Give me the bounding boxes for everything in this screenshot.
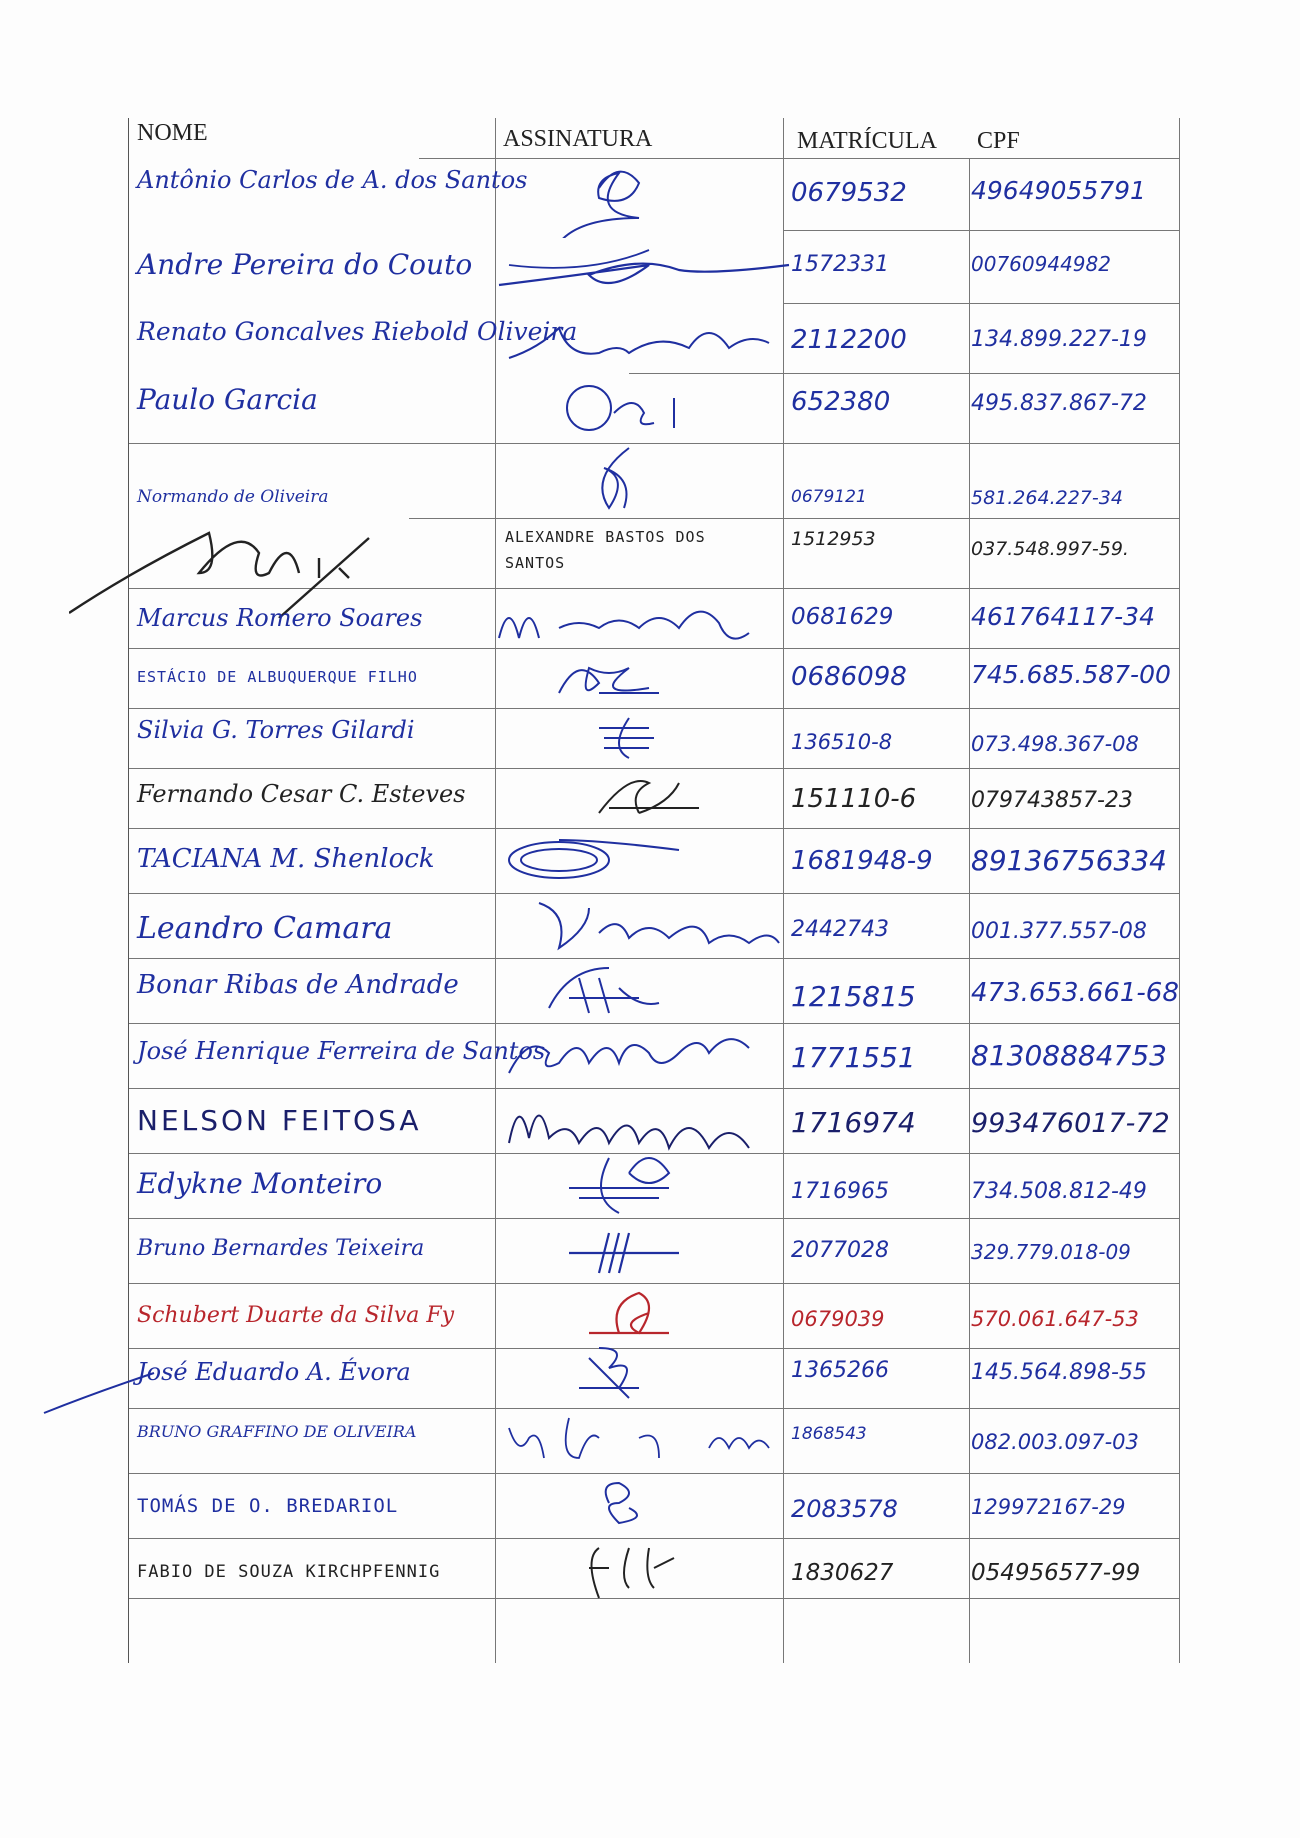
table-row xyxy=(129,1538,1181,1603)
signature-mark xyxy=(499,1023,769,1088)
cpf-cell: 037.548.997-59. xyxy=(971,538,1129,560)
nome-cell: Bonar Ribas de Andrade xyxy=(137,970,459,1000)
matricula-cell: 1215815 xyxy=(791,980,916,1013)
matricula-cell: 1716974 xyxy=(791,1106,916,1139)
cpf-cell: 054956577-99 xyxy=(971,1560,1141,1586)
cpf-cell: 129972167-29 xyxy=(971,1495,1126,1519)
nome-cell: Paulo Garcia xyxy=(137,383,318,416)
cpf-cell: 49649055791 xyxy=(971,176,1146,205)
cpf-cell: 993476017-72 xyxy=(971,1108,1170,1139)
table-row xyxy=(129,893,1181,958)
table-row xyxy=(129,828,1181,893)
signature-mark xyxy=(499,303,799,373)
cpf-cell: 81308884753 xyxy=(971,1039,1167,1072)
signature-mark xyxy=(559,1338,699,1408)
table-row xyxy=(129,648,1181,708)
nome-cell: Schubert Duarte da Silva Fy xyxy=(137,1303,455,1328)
table-row xyxy=(129,303,1181,373)
nome-cell: José Henrique Ferreira de Santos xyxy=(137,1037,546,1065)
header-matricula: MATRÍCULA xyxy=(797,128,938,154)
signature-mark xyxy=(529,443,729,518)
signature-mark xyxy=(529,648,709,708)
cpf-cell: 00760944982 xyxy=(971,252,1111,276)
table-row xyxy=(129,518,1181,588)
table-row xyxy=(129,588,1181,648)
table-row xyxy=(129,1473,1181,1538)
nome-cell: Bruno Bernardes Teixeira xyxy=(137,1236,425,1261)
header-nome: NOME xyxy=(137,120,208,146)
nome-cell: Leandro Camara xyxy=(137,911,393,946)
signature-mark xyxy=(529,893,799,958)
signature-mark xyxy=(499,1088,779,1153)
signature-mark xyxy=(499,1408,779,1473)
nome-cell: Antônio Carlos de A. dos Santos xyxy=(137,166,528,194)
cpf-cell: 745.685.587-00 xyxy=(971,660,1171,689)
matricula-cell: 1830627 xyxy=(791,1560,894,1586)
matricula-cell: 2442743 xyxy=(791,917,889,942)
matricula-cell: 151110-6 xyxy=(791,784,917,814)
matricula-cell: 1365266 xyxy=(791,1358,889,1383)
header-assinatura: ASSINATURA xyxy=(503,126,653,152)
assinatura-cell: ALEXANDRE BASTOS DOS SANTOS xyxy=(505,528,706,572)
cpf-cell: 461764117-34 xyxy=(971,602,1155,631)
matricula-cell: 1771551 xyxy=(791,1041,916,1074)
table-row xyxy=(129,230,1181,303)
nome-cell: Normando de Oliveira xyxy=(137,487,329,507)
matricula-cell: 0679532 xyxy=(791,178,907,208)
matricula-cell: 1716965 xyxy=(791,1179,889,1204)
nome-cell: José Eduardo A. Évora xyxy=(137,1358,411,1386)
table-row xyxy=(129,1218,1181,1283)
signature-mark xyxy=(549,1153,709,1218)
signature-mark xyxy=(529,373,729,443)
signature-mark xyxy=(559,1538,699,1603)
matricula-cell: 1681948-9 xyxy=(791,846,933,876)
signature-mark xyxy=(529,958,709,1023)
cpf-cell: 581.264.227-34 xyxy=(971,487,1123,509)
nome-cell: Andre Pereira do Couto xyxy=(137,248,473,281)
signature-mark xyxy=(569,708,709,768)
signature-mark xyxy=(569,768,729,828)
signature-mark xyxy=(499,828,699,893)
matricula-cell: 0681629 xyxy=(791,604,894,630)
matricula-cell: 1512953 xyxy=(791,528,876,550)
nome-cell: Fernando Cesar C. Esteves xyxy=(137,780,466,808)
cpf-cell: 134.899.227-19 xyxy=(971,327,1147,352)
nome-cell: Marcus Romero Soares xyxy=(137,604,423,632)
table-row xyxy=(129,1348,1181,1408)
matricula-cell: 2083578 xyxy=(791,1495,898,1523)
cpf-cell: 89136756334 xyxy=(971,844,1167,877)
matricula-cell: 0679121 xyxy=(791,487,867,507)
signature-mark xyxy=(549,1218,709,1283)
signature-table xyxy=(128,118,1181,1663)
cpf-cell: 073.498.367-08 xyxy=(971,732,1139,756)
cpf-cell: 495.837.867-72 xyxy=(971,391,1147,416)
matricula-cell: 2112200 xyxy=(791,325,907,355)
cpf-cell: 570.061.647-53 xyxy=(971,1307,1139,1331)
matricula-cell: 652380 xyxy=(791,387,891,417)
nome-cell: Renato Goncalves Riebold Oliveira xyxy=(137,317,578,346)
cpf-cell: 082.003.097-03 xyxy=(971,1430,1139,1454)
nome-cell: Silvia G. Torres Gilardi xyxy=(137,716,415,744)
table-row xyxy=(129,373,1181,443)
signature-mark xyxy=(529,158,709,238)
matricula-cell: 1868543 xyxy=(791,1424,867,1444)
nome-cell: BRUNO GRAFFINO DE OLIVEIRA xyxy=(137,1422,417,1441)
cpf-cell: 145.564.898-55 xyxy=(971,1360,1147,1385)
cpf-cell: 473.653.661-68 xyxy=(971,978,1179,1008)
nome-cell: NELSON FEITOSA xyxy=(137,1104,422,1137)
table-row xyxy=(129,958,1181,1023)
signature-mark xyxy=(489,588,789,648)
nome-cell: ESTÁCIO DE ALBUQUERQUE FILHO xyxy=(137,668,418,686)
nome-cell: FABIO DE SOUZA KIRCHPFENNIG xyxy=(137,1562,441,1582)
matricula-cell: 0679039 xyxy=(791,1307,885,1331)
table-row xyxy=(129,708,1181,768)
header-cpf: CPF xyxy=(977,128,1020,154)
table-row xyxy=(129,1408,1181,1473)
table-row xyxy=(129,1088,1181,1153)
signature-mark xyxy=(489,230,809,310)
table-row xyxy=(129,768,1181,828)
cpf-cell: 079743857-23 xyxy=(971,788,1133,813)
cpf-cell: 001.377.557-08 xyxy=(971,919,1147,944)
signature-mark xyxy=(559,1473,679,1538)
matricula-cell: 0686098 xyxy=(791,662,907,692)
nome-cell: Edykne Monteiro xyxy=(137,1167,383,1200)
cpf-cell: 734.508.812-49 xyxy=(971,1179,1147,1204)
nome-cell: TACIANA M. Shenlock xyxy=(137,844,435,874)
table-row xyxy=(129,158,1181,230)
nome-cell: TOMÁS DE O. BREDARIOL xyxy=(137,1495,399,1517)
matricula-cell: 2077028 xyxy=(791,1238,889,1263)
matricula-cell: 1572331 xyxy=(791,252,889,277)
table-row xyxy=(129,1023,1181,1088)
table-row xyxy=(129,1153,1181,1218)
matricula-cell: 136510-8 xyxy=(791,730,893,754)
table-row xyxy=(129,443,1181,518)
cpf-cell: 329.779.018-09 xyxy=(971,1240,1131,1264)
